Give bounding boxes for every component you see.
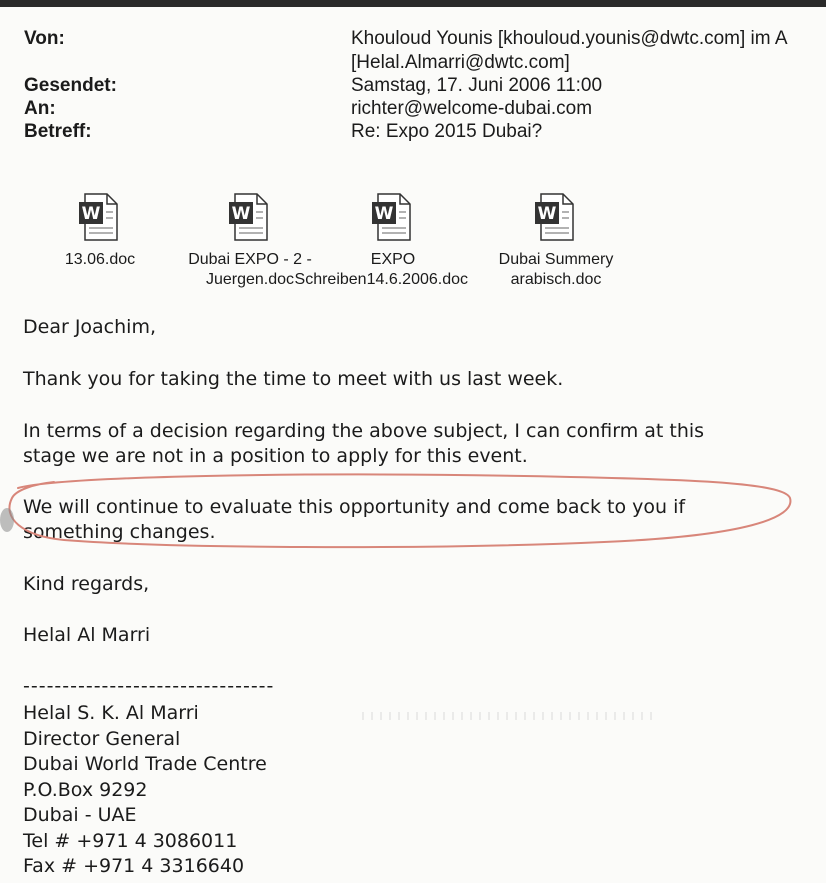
signature-name: Helal S. K. Al Marri [23,702,199,724]
paper-hole-mark [0,508,14,532]
from-value-line2: [Helal.Almarri@dwtc.com] [351,52,570,73]
subject-label: Betreff: [24,121,92,142]
word-doc-icon [227,192,273,242]
attachment-item[interactable] [476,192,636,290]
signature-block [23,701,267,880]
closing: Kind regards, [23,573,150,595]
scan-noise [362,712,652,720]
signature-org: Dubai World Trade Centre [23,753,267,775]
svg-text:W: W [374,204,394,224]
paragraph-continue-line1: We will continue to evaluate this opportunity and come back to you if [23,496,686,518]
from-label: Von: [24,28,65,49]
signature-city: Dubai - UAE [23,804,137,826]
svg-text:W: W [231,204,251,224]
signature-fax: Fax # +971 4 3316640 [23,855,245,877]
word-doc-icon [533,192,579,242]
signature-title: Director General [23,727,181,750]
sender-name: Helal Al Marri [23,624,151,646]
attachment-name-line2 [294,270,468,290]
paragraph-thanks: Thank you for taking the time to meet with us last week. [23,368,564,390]
attachment-name: 13.06.doc [64,251,136,268]
paragraph-decision-line2: stage we are not in a position to apply for this event. [23,445,528,467]
attachment-name-line2-text: Schreiben14.6.2006.doc [294,271,468,288]
signature-separator: -------------------------------- [23,675,275,697]
paragraph-continue-line2: something changes. [23,521,216,543]
top-border [0,0,826,7]
attachment-item[interactable] [20,192,180,270]
attachment-name: EXPO [370,251,416,268]
word-doc-icon [370,192,416,242]
svg-text:W: W [537,204,557,224]
greeting: Dear Joachim, [23,316,156,338]
highlight-circle [4,470,804,552]
svg-text:W: W [81,204,101,224]
attachment-name-line2: arabisch.doc [510,271,602,288]
attachment-name: Dubai EXPO - 2 - [188,251,312,268]
sent-value: Samstag, 17. Juni 2006 11:00 [351,75,603,96]
subject-value: Re: Expo 2015 Dubai? [351,121,543,142]
word-doc-icon [77,192,123,242]
to-value[interactable]: richter@welcome-dubai.com [351,98,593,119]
attachment-item[interactable] [294,192,468,290]
signature-tel: Tel # +971 4 3086011 [23,829,238,852]
paragraph-decision-line1: In terms of a decision regarding the above subject, I can confirm at this [23,420,705,442]
attachment-name: Dubai Summery [498,251,614,268]
attachment-name-line2: Juergen.doc [205,271,295,288]
sent-label: Gesendet: [24,75,117,96]
from-value: Khouloud Younis [khouloud.younis@dwtc.com] im A [351,28,788,49]
signature-pobox: P.O.Box 9292 [23,778,148,801]
to-label: An: [24,98,56,119]
